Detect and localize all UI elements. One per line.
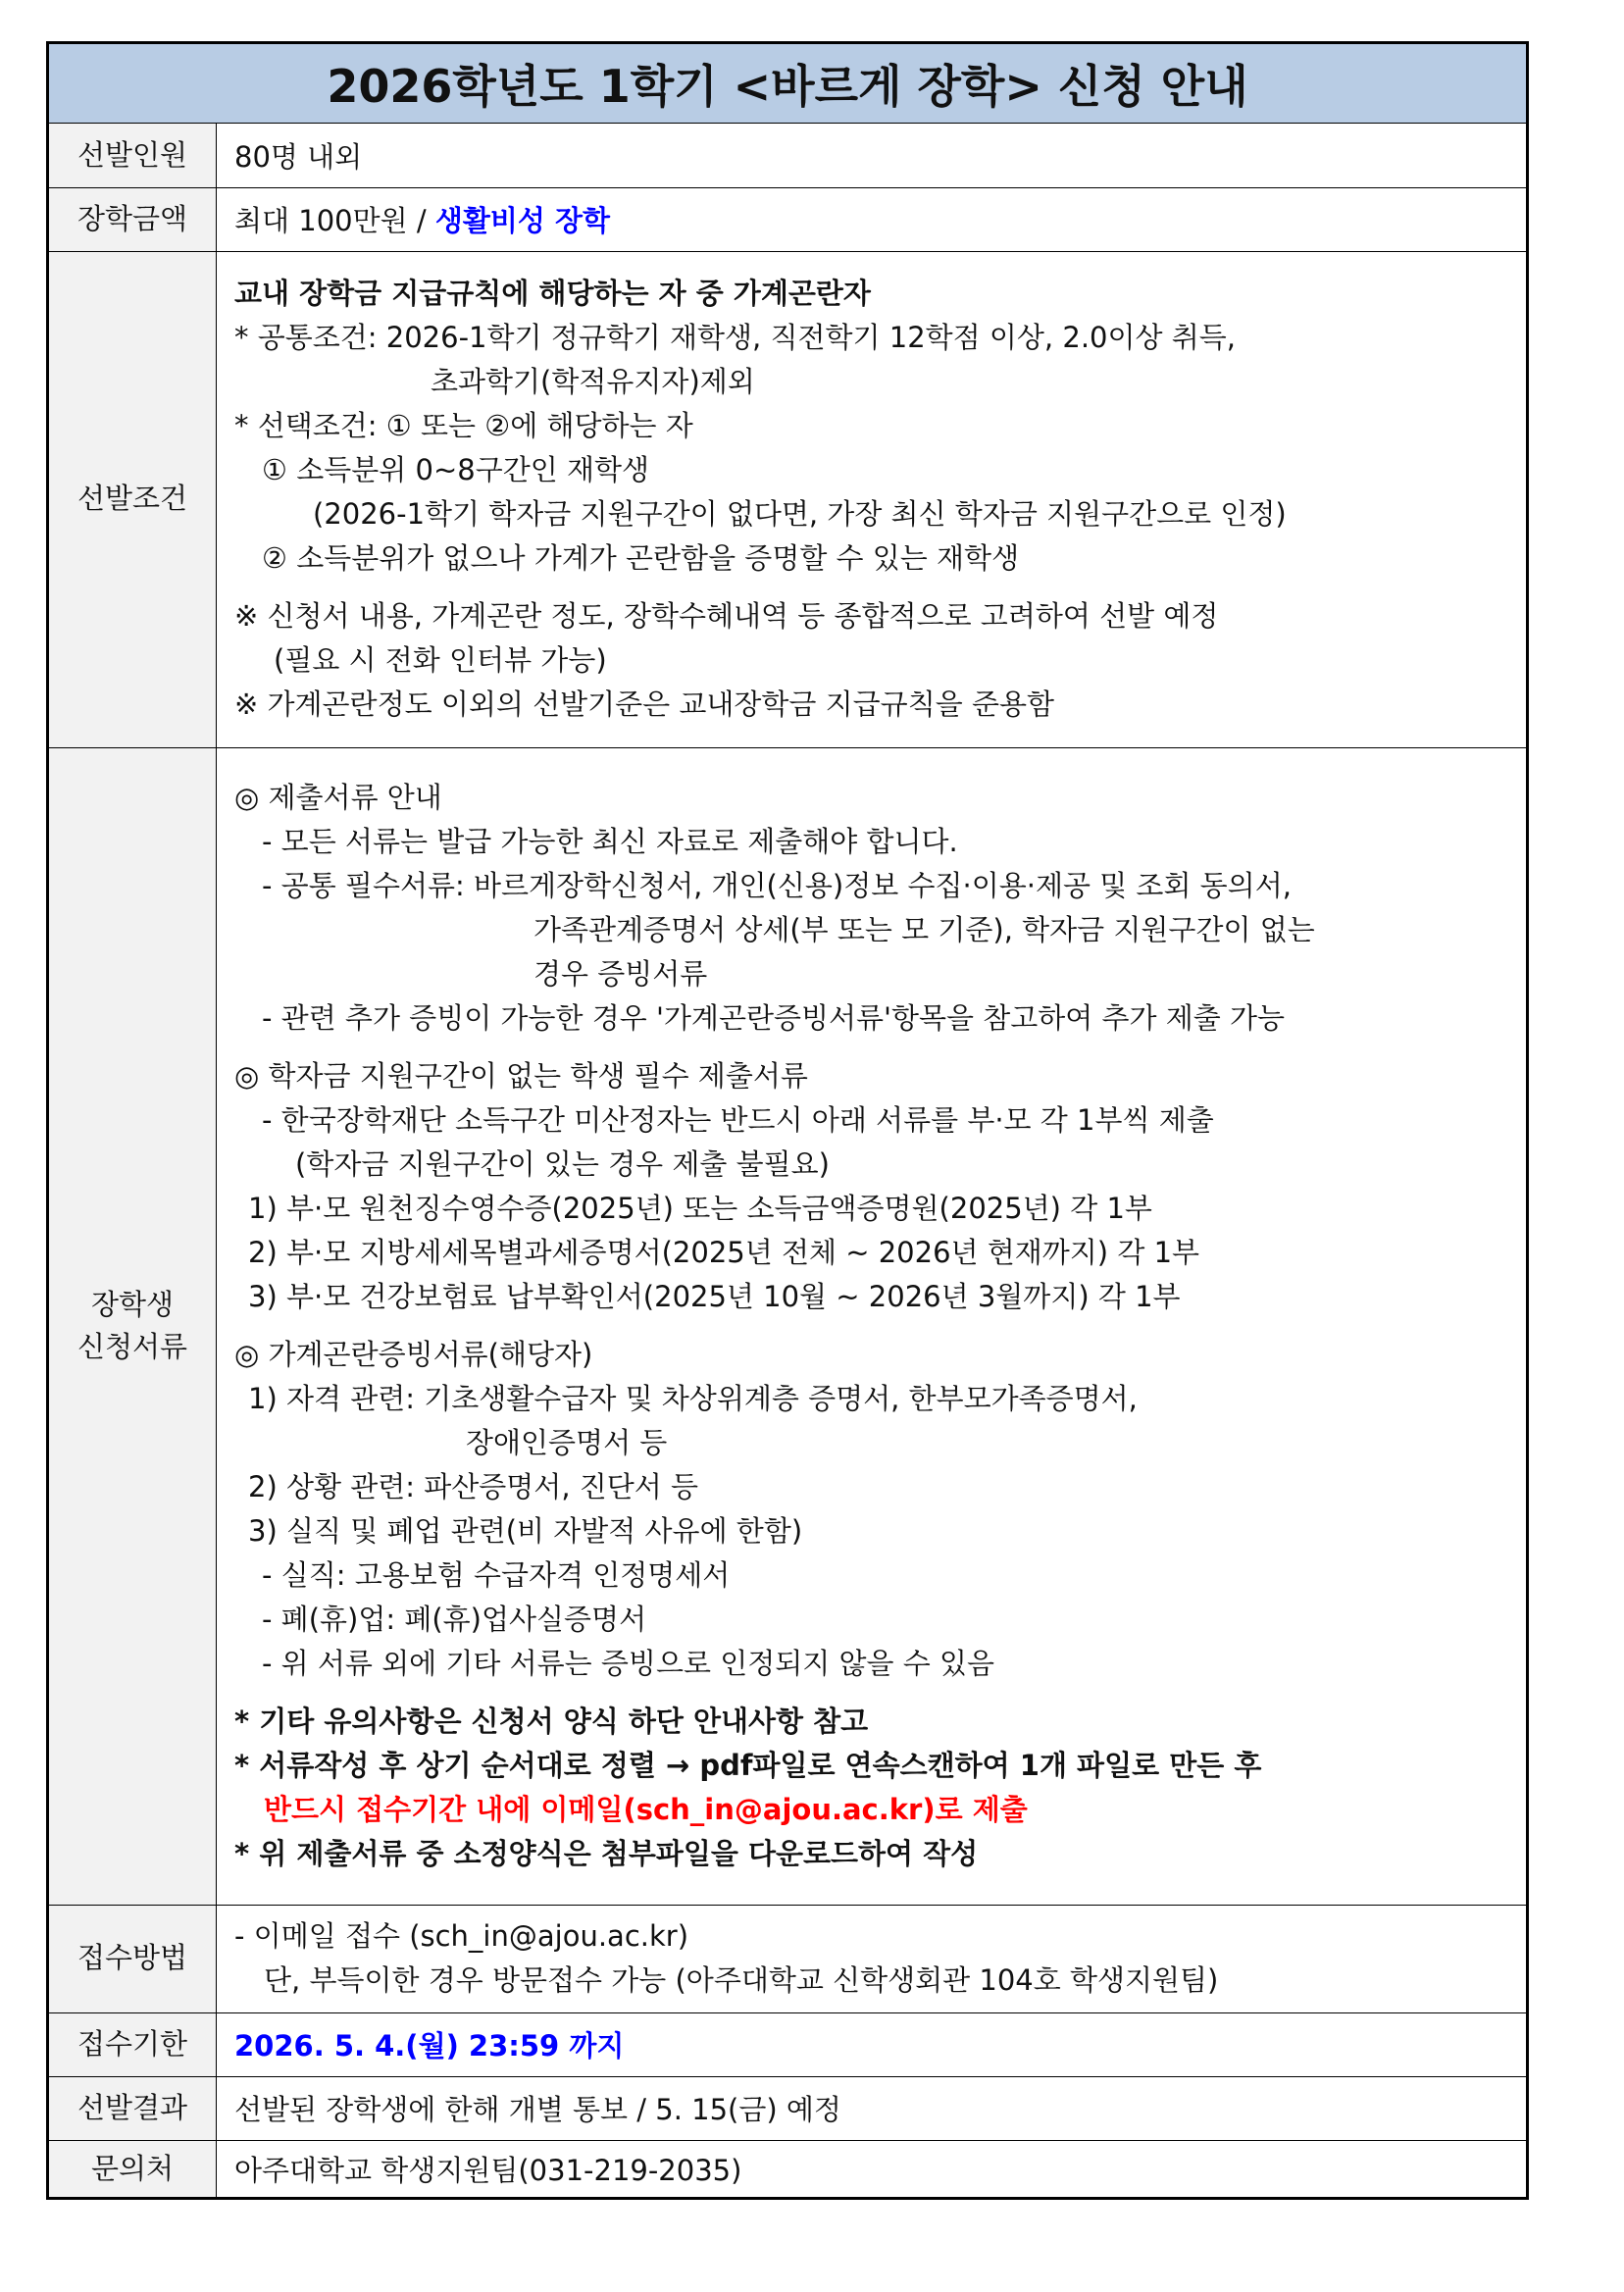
criteria-line: 초과학기(학적유지자)제외 bbox=[431, 365, 755, 398]
criteria-content bbox=[217, 251, 1527, 747]
doc-line: - 한국장학재단 소득구간 미산정자는 반드시 아래 서류를 부·모 각 1부씩 제출 bbox=[262, 1103, 1214, 1137]
row-contact bbox=[49, 2140, 1526, 2197]
doc-heading: ◎ 학자금 지원구간이 없는 학생 필수 제출서류 bbox=[234, 1059, 808, 1093]
label-result: 선발결과 bbox=[49, 2076, 217, 2140]
value-count: 80명 내외 bbox=[234, 139, 363, 174]
doc-line: - 위 서류 외에 기타 서류는 증빙으로 인정되지 않을 수 있음 bbox=[262, 1647, 994, 1680]
label-method: 접수방법 bbox=[49, 1905, 217, 2012]
doc-line: 1) 자격 관련: 기초생활수급자 및 차상위계층 증명서, 한부모가족증명서, bbox=[248, 1382, 1138, 1415]
row-amount bbox=[49, 187, 1526, 251]
method-content bbox=[217, 1905, 1527, 2012]
doc-line: - 모든 서류는 발급 가능한 최신 자료로 제출해야 합니다. bbox=[262, 825, 958, 858]
doc-line: 경우 증빙서류 bbox=[533, 957, 708, 991]
doc-line: - 폐(휴)업: 폐(휴)업사실증명서 bbox=[262, 1603, 647, 1636]
doc-note: * 기타 유의사항은 신청서 양식 하단 안내사항 참고 bbox=[234, 1705, 869, 1738]
label-amount: 장학금액 bbox=[49, 187, 217, 251]
label-documents bbox=[49, 747, 217, 1905]
label-contact: 문의처 bbox=[49, 2140, 217, 2197]
doc-line: 가족관계증명서 상세(부 또는 모 기준), 학자금 지원구간이 없는 bbox=[533, 913, 1315, 946]
doc-line: - 공통 필수서류: 바르게장학신청서, 개인(신용)정보 수집·이용·제공 및 조회 동의서, bbox=[262, 869, 1292, 902]
label-deadline: 접수기한 bbox=[49, 2012, 217, 2076]
notice-document bbox=[46, 41, 1529, 2200]
method-line: - 이메일 접수 (sch_in@ajou.ac.kr) bbox=[234, 1919, 689, 1953]
documents-content bbox=[217, 747, 1527, 1905]
amount-text: 최대 100만원 / bbox=[234, 204, 435, 237]
row-documents bbox=[49, 747, 1526, 1905]
row-deadline bbox=[49, 2012, 1526, 2076]
criteria-line: ② 소득분위가 없으나 가계가 곤란함을 증명할 수 있는 재학생 bbox=[262, 541, 1020, 575]
row-criteria bbox=[49, 251, 1526, 747]
row-result bbox=[49, 2076, 1526, 2140]
criteria-line: ① 소득분위 0~8구간인 재학생 bbox=[262, 453, 649, 486]
method-line: 단, 부득이한 경우 방문접수 가능 (아주대학교 신학생회관 104호 학생지원팀) bbox=[264, 1963, 1219, 1997]
doc-heading: ◎ 제출서류 안내 bbox=[234, 781, 442, 814]
doc-line: 3) 부·모 건강보험료 납부확인서(2025년 10월 ~ 2026년 3월까지) 각 1부 bbox=[248, 1280, 1181, 1313]
doc-line: - 관련 추가 증빙이 가능한 경우 '가계곤란증빙서류'항목을 참고하여 추가 제출 가능 bbox=[262, 1001, 1286, 1035]
doc-note: * 서류작성 후 상기 순서대로 정렬 → pdf파일로 연속스캔하여 1개 파일로 만든 후 bbox=[234, 1749, 1262, 1782]
doc-heading: ◎ 가계곤란증빙서류(해당자) bbox=[234, 1338, 593, 1371]
doc-line: 2) 부·모 지방세세목별과세증명서(2025년 전체 ~ 2026년 현재까지) 각 1부 bbox=[248, 1236, 1200, 1269]
notice-table bbox=[49, 124, 1526, 2197]
doc-line: (학자금 지원구간이 있는 경우 제출 불필요) bbox=[295, 1147, 830, 1181]
document-title: 2026학년도 1학기 <바르게 장학> 신청 안내 bbox=[49, 44, 1526, 124]
value-deadline: 2026. 5. 4.(월) 23:59 까지 bbox=[217, 2012, 1527, 2076]
doc-line: 1) 부·모 원천징수영수증(2025년) 또는 소득금액증명원(2025년) 각 1부 bbox=[248, 1192, 1152, 1225]
amount-highlight: 생활비성 장학 bbox=[434, 204, 611, 237]
value-result: 선발된 장학생에 한해 개별 통보 / 5. 15(금) 예정 bbox=[217, 2076, 1527, 2140]
doc-line: 장애인증명서 등 bbox=[466, 1426, 668, 1459]
criteria-line: * 공통조건: 2026-1학기 정규학기 재학생, 직전학기 12학점 이상, 2.0이상 취득, bbox=[234, 321, 1236, 354]
row-count bbox=[49, 124, 1526, 187]
doc-note-red: 반드시 접수기간 내에 이메일(sch_in@ajou.ac.kr)로 제출 bbox=[264, 1793, 1028, 1826]
criteria-line: (필요 시 전화 인터뷰 가능) bbox=[274, 643, 607, 677]
label-documents-line1: 장학생 bbox=[90, 1287, 175, 1321]
label-criteria: 선발조건 bbox=[49, 251, 217, 747]
value-contact: 아주대학교 학생지원팀(031-219-2035) bbox=[217, 2140, 1527, 2197]
row-method bbox=[49, 1905, 1526, 2012]
criteria-line: ※ 가계곤란정도 이외의 선발기준은 교내장학금 지급규칙을 준용함 bbox=[234, 688, 1054, 721]
criteria-line: 교내 장학금 지급규칙에 해당하는 자 중 가계곤란자 bbox=[234, 277, 871, 310]
label-count: 선발인원 bbox=[49, 124, 217, 187]
criteria-line: * 선택조건: ① 또는 ②에 해당하는 자 bbox=[234, 409, 693, 442]
doc-line: 3) 실직 및 폐업 관련(비 자발적 사유에 한함) bbox=[248, 1514, 803, 1548]
value-amount bbox=[217, 187, 1527, 251]
criteria-line: ※ 신청서 내용, 가계곤란 정도, 장학수혜내역 등 종합적으로 고려하여 선발 예정 bbox=[234, 599, 1219, 633]
label-documents-line2: 신청서류 bbox=[76, 1330, 188, 1363]
criteria-line: (2026-1학기 학자금 지원구간이 없다면, 가장 최신 학자금 지원구간으로 인정) bbox=[313, 497, 1287, 531]
doc-line: - 실직: 고용보험 수급자격 인정명세서 bbox=[262, 1558, 731, 1592]
doc-note: * 위 제출서류 중 소정양식은 첨부파일을 다운로드하여 작성 bbox=[234, 1837, 979, 1870]
doc-line: 2) 상황 관련: 파산증명서, 진단서 등 bbox=[248, 1470, 699, 1503]
